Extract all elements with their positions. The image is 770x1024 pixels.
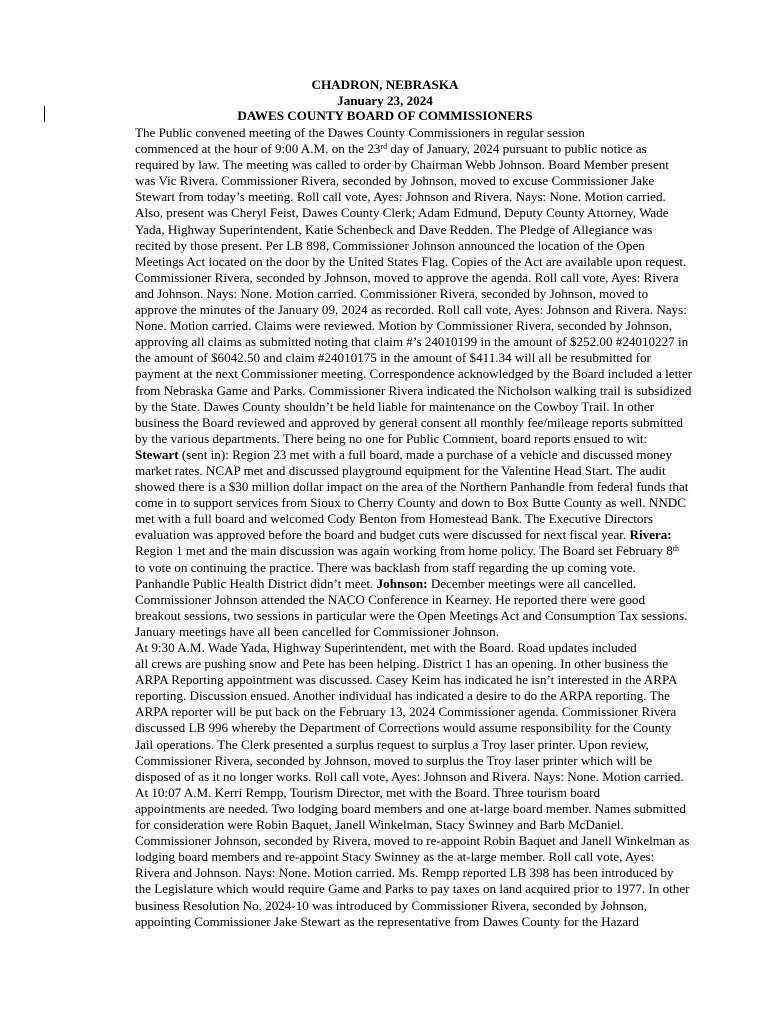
- text-run: to vote on continuing the practice. There was backlash from staff regarding the up coming vote.: [135, 559, 636, 575]
- minutes-paragraph: [88, 785, 691, 930]
- text-line: [88, 350, 691, 366]
- text-line: [88, 543, 691, 559]
- text-line: [88, 801, 691, 817]
- text-line: [88, 431, 691, 447]
- text-line: [88, 849, 691, 865]
- text-run: At 9:30 A.M. Wade Yada, Highway Superintendent, met with the Board. Road updates included: [135, 640, 637, 655]
- text-run: the Legislature which would require Game and Parks to pay taxes on land acquired prior to 1977. In other: [135, 881, 690, 897]
- text-line: [88, 865, 691, 881]
- text-run: discussed LB 996 whereby the Department of Corrections would assume responsibility for the County: [135, 720, 672, 736]
- text-line: [88, 769, 691, 785]
- header-date: January 23, 2024: [337, 92, 433, 108]
- text-line: [88, 415, 691, 431]
- bold-run: Stewart: [135, 446, 179, 462]
- text-line: [88, 785, 691, 801]
- text-run: Stewart from today’s meeting. Roll call vote, Ayes: Johnson and Rivera. Nays: None. Motion carried.: [135, 189, 666, 205]
- text-line: [88, 656, 691, 672]
- text-line: [88, 640, 691, 656]
- text-run: Jail operations. The Clerk presented a surplus request to surplus a Troy laser printer. Upon review,: [135, 736, 649, 752]
- text-run: approving all claims as submitted noting that claim #’s 24010199 in the amount of $252.00 #24010227 in: [135, 334, 689, 350]
- text-line: [88, 383, 691, 399]
- text-run: for consideration were Robin Baquet, Janell Winkelman, Stacy Swinney and Barb McDaniel.: [135, 817, 624, 833]
- text-line: [88, 286, 691, 302]
- text-run: all crews are pushing snow and Pete has been helping. District 1 has an opening. In other business the: [135, 656, 669, 672]
- minutes-paragraph: [88, 640, 691, 785]
- text-line: [88, 560, 691, 576]
- text-line: [88, 511, 691, 527]
- text-run: breakout sessions, two sessions in particular were the Open Meetings Act and Consumption Tax sessions.: [135, 607, 688, 623]
- text-line: [88, 334, 691, 350]
- text-run: Region 1 met and the main discussion was again working from home policy. The Board set February 8: [135, 543, 673, 559]
- minutes-body: [88, 125, 691, 930]
- bold-run: Johnson:: [376, 575, 428, 591]
- text-run: Meetings Act located on the door by the United States Flag. Copies of the Act are available upon request.: [135, 253, 687, 269]
- text-line: [88, 254, 691, 270]
- text-line: [88, 898, 691, 914]
- text-line: [88, 672, 691, 688]
- text-run: Yada, Highway Superintendent, Katie Schenbeck and Dave Redden. The Pledge of Allegiance was: [135, 221, 653, 237]
- text-line: [88, 173, 691, 189]
- text-run: from Nebraska Game and Parks. Commissioner Rivera indicated the Nicholson walking trail is subsidized: [135, 382, 692, 398]
- text-run: met with a full board and welcomed Cody Benton from Homestead Bank. The Executive Directors: [135, 511, 653, 527]
- text-run: approve the minutes of the January 09, 2024 as recorded. Roll call vote, Ayes: Johnson and Rivera. Nays:: [135, 302, 687, 318]
- document-header: [0, 77, 770, 124]
- text-run: reporting. Discussion ensued. Another individual has indicated a desire to do the ARPA reporting. The: [135, 688, 670, 704]
- text-line: [88, 833, 691, 849]
- text-line: [88, 141, 691, 157]
- text-run: evaluation was approved before the board and budget cuts were discussed for next fiscal year.: [135, 527, 630, 543]
- text-run: disposed of as it no longer works. Roll call vote, Ayes: Johnson and Rivera. Nays: None. Motion carried.: [135, 768, 684, 784]
- text-line: [88, 704, 691, 720]
- text-run: day of January, 2024 pursuant to public notice as: [387, 141, 647, 157]
- text-run: ARPA reporter will be put back on the February 13, 2024 Commissioner agenda. Commissioner Rivera: [135, 704, 677, 720]
- text-line: [88, 125, 691, 141]
- text-line: [88, 222, 691, 238]
- text-run: At 10:07 A.M. Kerri Rempp, Tourism Director, met with the Board. Three tourism board: [135, 784, 601, 800]
- text-run: by the State. Dawes County shouldn’t be held liable for maintenance on the Cowboy Trail. In other: [135, 398, 655, 414]
- text-run: commenced at the hour of 9:00 A.M. on the 23: [135, 141, 381, 157]
- text-run: business the Board reviewed and approved by general consent all monthly fee/mileage reports submitted: [135, 414, 683, 430]
- text-run: None. Motion carried. Claims were reviewed. Motion by Commissioner Rivera, seconded by Johnson,: [135, 318, 673, 334]
- text-line: [88, 592, 691, 608]
- text-line: [88, 624, 691, 640]
- text-run: Also, present was Cheryl Feist, Dawes County Clerk; Adam Edmund, Deputy County Attorney, Wade: [135, 205, 669, 221]
- superscript-run: rd: [380, 142, 388, 152]
- text-line: [88, 720, 691, 736]
- text-line: [88, 527, 691, 543]
- text-line: [88, 447, 691, 463]
- text-run: January meetings have all been cancelled for Commissioner Johnson.: [135, 623, 499, 639]
- text-line: [88, 688, 691, 704]
- text-line: [88, 463, 691, 479]
- text-run: Commissioner Johnson, seconded by Rivera, moved to re-appoint Robin Baquet and Janell Winkelman as: [135, 833, 690, 849]
- text-line: [88, 399, 691, 415]
- text-line: [88, 495, 691, 511]
- text-run: payment at the next Commissioner meeting. Correspondence acknowledged by the Board included a letter: [135, 366, 693, 382]
- text-line: [88, 302, 691, 318]
- text-run: the amount of $6042.50 and claim #24010175 in the amount of $411.34 will all be resubmitted for: [135, 350, 651, 366]
- text-run: appointments are needed. Two lodging board members and one at-large board member. Names submitted: [135, 800, 686, 816]
- text-run: by the various departments. There being no one for Public Comment, board reports ensued to wit:: [135, 430, 648, 446]
- text-line: [88, 157, 691, 173]
- text-line: [88, 366, 691, 382]
- text-line: [88, 576, 691, 592]
- text-run: (sent in): Region 23 met with a full board, made a purchase of a vehicle and discussed money: [178, 446, 673, 462]
- text-run: market rates. NCAP met and discussed playground equipment for the Valentine Head Start. The audit: [135, 462, 666, 478]
- text-run: Commissioner Rivera, seconded by Johnson, moved to approve the agenda. Roll call vote, Ayes: Rivera: [135, 269, 679, 285]
- header-board-title: DAWES COUNTY BOARD OF COMMISSIONERS: [237, 108, 533, 123]
- text-line: [88, 479, 691, 495]
- text-run: Commissioner Rivera, seconded by Johnson, moved to surplus the Troy laser printer which will be: [135, 752, 653, 768]
- text-line: [88, 189, 691, 205]
- text-run: lodging board members and re-appoint Stacy Swinney as the at-large member. Roll call vote, Ayes:: [135, 849, 655, 865]
- superscript-run: th: [672, 544, 680, 554]
- text-line: [88, 270, 691, 286]
- minutes-paragraph: [88, 125, 691, 640]
- text-run: and Johnson. Nays: None. Motion carried. Commissioner Rivera, seconded by Johnson, moved to: [135, 285, 649, 301]
- text-run: appointing Commissioner Jake Stewart as the representative from Dawes County for the Hazard: [135, 913, 639, 929]
- header-location: CHADRON, NEBRASKA: [311, 77, 459, 92]
- text-line: [88, 914, 691, 930]
- text-run: Panhandle Public Health District didn’t meet.: [135, 575, 377, 591]
- text-line: [88, 737, 691, 753]
- text-run: The Public convened meeting of the Dawes County Commissioners in regular session: [135, 125, 585, 140]
- text-line: [88, 608, 691, 624]
- text-run: was Vic Rivera. Commissioner Rivera, seconded by Johnson, moved to excuse Commissioner Jake: [135, 173, 655, 189]
- text-line: [88, 753, 691, 769]
- text-run: required by law. The meeting was called to order by Chairman Webb Johnson. Board Member present: [135, 157, 669, 173]
- text-run: recited by those present. Per LB 898, Commissioner Johnson announced the location of the Open: [135, 237, 645, 253]
- text-line: [88, 205, 691, 221]
- text-run: showed there is a $30 million dollar impact on the area of the Northern Panhandle from federal funds that: [135, 479, 689, 495]
- text-run: December meetings were all cancelled.: [427, 575, 637, 591]
- text-run: Commissioner Johnson attended the NACO Conference in Kearney. He reported there were good: [135, 591, 646, 607]
- text-line: [88, 881, 691, 897]
- text-run: Rivera and Johnson. Nays: None. Motion carried. Ms. Rempp reported LB 398 has been introduced by: [135, 865, 674, 881]
- text-line: [88, 238, 691, 254]
- text-run: come in to support services from Sioux to Cherry County and down to Box Butte County as well. NNDC: [135, 495, 686, 511]
- text-line: [88, 318, 691, 334]
- bold-run: Rivera:: [629, 527, 672, 543]
- text-run: business Resolution No. 2024-10 was introduced by Commissioner Rivera, seconded by Johnson,: [135, 897, 648, 913]
- text-run: ARPA Reporting appointment was discussed. Casey Keim has indicated he isn’t interested in the ARPA: [135, 672, 678, 688]
- text-line: [88, 817, 691, 833]
